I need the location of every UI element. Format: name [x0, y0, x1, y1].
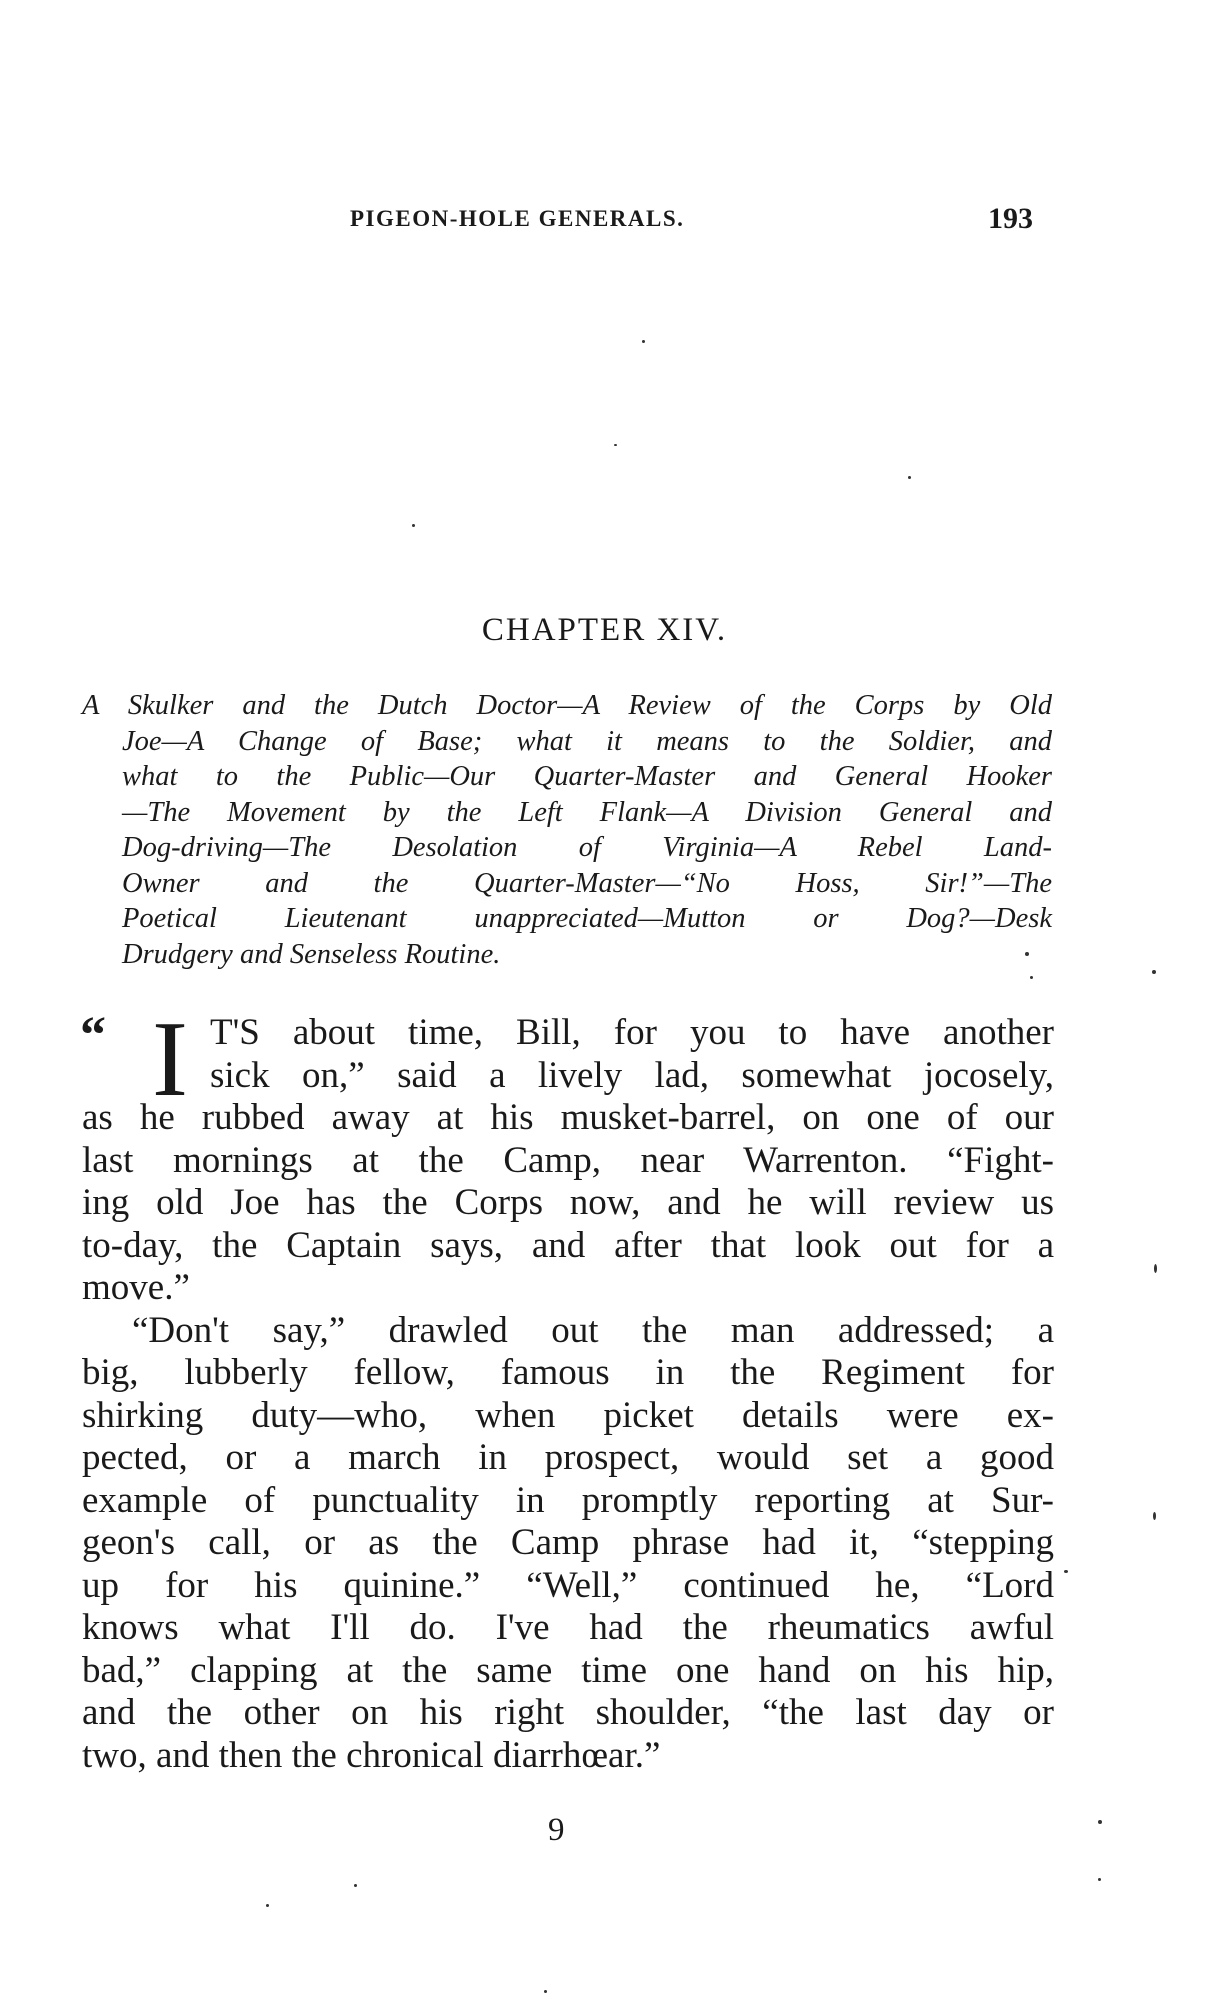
synopsis-line: Drudgery and Senseless Routine.: [122, 938, 501, 970]
synopsis-line: Owner and the Quarter-Master—“No Hoss, Sir!”—The: [122, 867, 1052, 899]
page-number: 193: [988, 202, 1033, 235]
scan-speck: [1064, 1570, 1068, 1573]
scan-speck: [354, 1884, 357, 1887]
scan-speck: [1154, 1264, 1157, 1273]
scan-speck: [412, 524, 415, 527]
running-title: PIGEON-HOLE GENERALS.: [350, 206, 685, 231]
body-line: last mornings at the Camp, near Warrenton. “Fight-: [82, 1139, 1054, 1181]
body-line: big, lubberly fellow, famous in the Regiment for: [82, 1352, 1054, 1393]
synopsis-line: Joe—A Change of Base; what it means to the Soldier, and: [122, 725, 1052, 757]
body-line: bad,” clapping at the same time one hand on his hip,: [82, 1649, 1054, 1691]
body-line: as he rubbed away at his musket-barrel, on one of our: [82, 1097, 1054, 1138]
scan-speck: [266, 1904, 269, 1907]
body-line: and the other on his right shoulder, “the last day or: [82, 1692, 1054, 1733]
synopsis-line: A Skulker and the Dutch Doctor—A Review of the Corps by Old: [82, 690, 1052, 721]
scan-speck: [1098, 1878, 1101, 1881]
synopsis-line: Poetical Lieutenant unappreciated—Mutton or Dog?—Desk: [122, 903, 1052, 934]
body-line: knows what I'll do. I've had the rheumatics awful: [82, 1607, 1054, 1648]
body-line: move.”: [82, 1267, 190, 1308]
body-line: pected, or a march in prospect, would set a good: [82, 1437, 1054, 1478]
chapter-synopsis: [82, 688, 1052, 972]
signature-mark: 9: [548, 1812, 565, 1848]
scan-speck: [1030, 976, 1033, 979]
scan-speck: [1152, 970, 1156, 974]
scan-speck: [1153, 1512, 1156, 1520]
scan-speck: [1098, 1820, 1102, 1824]
scan-speck: [908, 476, 911, 479]
drop-cap: I: [152, 1000, 188, 1119]
opening-quote-mark: “: [80, 1007, 106, 1064]
synopsis-line: what to the Public—Our Quarter-Master and General Hooker: [122, 761, 1052, 792]
scan-speck: [642, 340, 645, 343]
body-line: ing old Joe has the Corps now, and he will review us: [82, 1182, 1054, 1223]
body-line: up for his quinine.” “Well,” continued he, “Lord: [82, 1564, 1054, 1606]
body-line: geon's call, or as the Camp phrase had it, “stepping: [82, 1522, 1054, 1563]
body-text: [80, 1000, 1054, 1777]
scan-speck: [544, 1990, 547, 1993]
body-line: sick on,” said a lively lad, somewhat jocosely,: [210, 1054, 1054, 1096]
body-line: T'S about time, Bill, for you to have another: [210, 1012, 1054, 1053]
scan-speck: [1025, 952, 1029, 956]
body-line: example of punctuality in promptly reporting at Sur-: [82, 1479, 1054, 1521]
synopsis-line: Dog-driving—The Desolation of Virginia—A Rebel Land-: [122, 832, 1052, 863]
chapter-title: CHAPTER XIV.: [481, 612, 728, 648]
body-line: two, and then the chronical diarrhœar.”: [82, 1734, 661, 1776]
body-line: “Don't say,” drawled out the man addressed; a: [132, 1309, 1054, 1351]
synopsis-line: —The Movement by the Left Flank—A Division General and: [122, 796, 1052, 828]
body-line: shirking duty—who, when picket details were ex-: [82, 1394, 1054, 1436]
body-line: to-day, the Captain says, and after that look out for a: [82, 1224, 1054, 1266]
scan-speck: [614, 444, 617, 446]
